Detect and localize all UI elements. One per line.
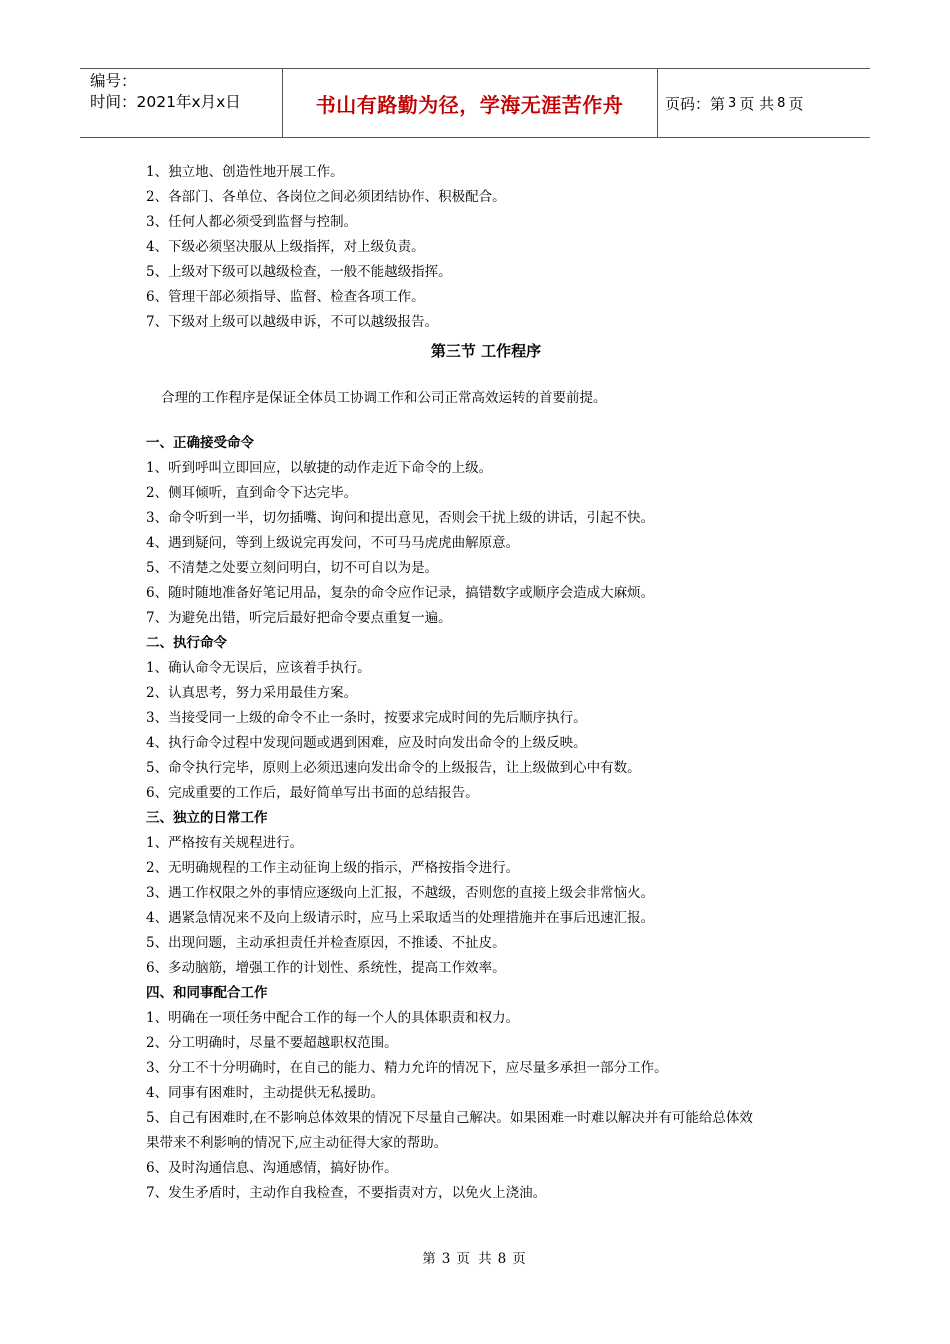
list-item: 5、不清楚之处要立刻问明白，切不可自以为是。 [146,560,439,576]
section-execute-orders [146,631,826,806]
list-item: 5、自己有困难时,在不影响总体效果的情况下尽量自己解决。如果困难一时难以解决并有可能给总体效 [146,1110,753,1126]
list-item: 2、分工明确时，尽量不要超越职权范围。 [146,1035,398,1051]
list-item: 6、及时沟通信息、沟通感情，搞好协作。 [146,1160,398,1176]
list-item: 6、随时随地准备好笔记用品，复杂的命令应作记录，搞错数字或顺序会造成大麻烦。 [146,585,655,601]
list-item: 7、发生矛盾时，主动作自我检查，不要指责对方，以免火上浇油。 [146,1185,547,1201]
list-item: 1、独立地、创造性地开展工作。 [146,164,344,180]
section-heading: 二、执行命令 [146,635,227,651]
section-daily-work [146,806,826,981]
list-top [146,160,826,335]
document-number: 编号： [90,72,137,90]
list-item: 1、确认命令无误后，应该着手执行。 [146,660,371,676]
page-current: 3 [728,95,737,111]
list-item: 3、分工不十分明确时，在自己的能力、精力允许的情况下，应尽量多承担一部分工作。 [146,1060,668,1076]
list-item: 4、执行命令过程中发现问题或遇到困难，应及时向发出命令的上级反映。 [146,735,587,751]
footer-total: 8 [497,1251,509,1267]
section-receive-orders [146,431,826,631]
document-body [146,160,826,1206]
page-suffix: 页 [788,94,804,113]
footer-current: 3 [441,1251,453,1267]
section-heading: 四、和同事配合工作 [146,985,268,1001]
list-item: 4、下级必须坚决服从上级指挥，对上级负责。 [146,239,425,255]
list-item: 2、认真思考，努力采用最佳方案。 [146,685,358,701]
page-total: 8 [777,95,786,111]
document-date: 时间：2021年x月x日 [90,93,241,111]
list-item: 6、管理干部必须指导、监督、检查各项工作。 [146,289,425,305]
list-item: 2、无明确规程的工作主动征询上级的指示，严格按指令进行。 [146,860,520,876]
list-item: 7、为避免出错，听完后最好把命令要点重复一遍。 [146,610,452,626]
list-item: 3、任何人都必须受到监督与控制。 [146,214,358,230]
list-item: 5、上级对下级可以越级检查，一般不能越级指挥。 [146,264,452,280]
list-item: 6、完成重要的工作后，最好简单写出书面的总结报告。 [146,785,479,801]
list-item: 3、当接受同一上级的命令不止一条时，按要求完成时间的先后顺序执行。 [146,710,587,726]
list-item: 3、命令听到一半，切勿插嘴、询问和提出意见，否则会干扰上级的讲话，引起不快。 [146,510,655,526]
page-footer [0,1247,950,1267]
list-item: 4、同事有困难时，主动提供无私援助。 [146,1085,385,1101]
list-item: 1、明确在一项任务中配合工作的每一个人的具体职责和权力。 [146,1010,520,1026]
page-header [80,68,870,138]
list-item: 2、各部门、各单位、各岗位之间必须团结协作、积极配合。 [146,189,506,205]
section-teamwork [146,981,826,1206]
list-item: 4、遇到疑问，等到上级说完再发问，不可马马虎虎曲解原意。 [146,535,520,551]
page-mid: 页 共 [739,94,775,113]
header-motto: 书山有路勤为径，学海无涯苦作舟 [315,92,624,117]
list-item: 2、侧耳倾听，直到命令下达完毕。 [146,485,358,501]
header-page-number [665,69,803,137]
list-item: 1、严格按有关规程进行。 [146,835,304,851]
footer-suffix: 页 [512,1251,528,1267]
list-item: 4、遇紧急情况来不及向上级请示时，应马上采取适当的处理措施并在事后迅速汇报。 [146,910,655,926]
section-heading: 三、独立的日常工作 [146,810,268,826]
list-item: 5、出现问题，主动承担责任并检查原因，不推诿、不扯皮。 [146,935,506,951]
page-prefix: 页码：第 [665,94,726,113]
list-item: 7、下级对上级可以越级申诉，不可以越级报告。 [146,314,439,330]
intro-paragraph: 合理的工作程序是保证全体员工协调工作和公司正常高效运转的首要前提。 [161,390,607,406]
list-item: 果带来不利影响的情况下,应主动征得大家的帮助。 [146,1135,448,1151]
footer-prefix: 第 [422,1251,438,1267]
header-divider [657,69,658,137]
list-item: 3、遇工作权限之外的事情应逐级向上汇报，不越级，否则您的直接上级会非常恼火。 [146,885,655,901]
list-item: 1、听到呼叫立即回应，以敏捷的动作走近下命令的上级。 [146,460,493,476]
section-heading: 一、正确接受命令 [146,435,254,451]
list-item: 6、多动脑筋，增强工作的计划性、系统性，提高工作效率。 [146,960,506,976]
list-item: 5、命令执行完毕，原则上必须迅速向发出命令的上级报告，让上级做到心中有数。 [146,760,641,776]
footer-mid: 页 共 [456,1251,494,1267]
header-meta [90,71,241,113]
section-title: 第三节 工作程序 [430,342,542,360]
